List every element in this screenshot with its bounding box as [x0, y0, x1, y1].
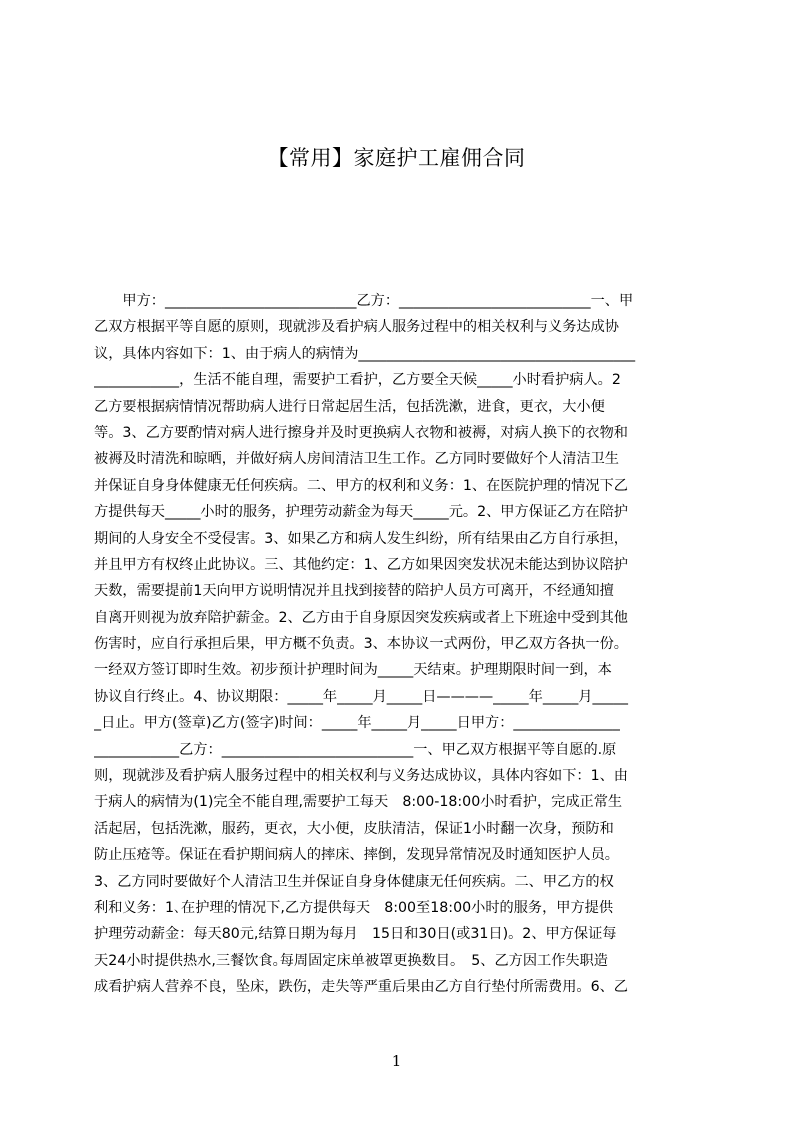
body-line: 并且甲方有权终止此协议。三、其他约定：1、乙方如果因突发状况未能达到协议陪护 — [94, 556, 628, 573]
body-line: 天数，需要提前1天向甲方说明情况并且找到接替的陪护人员方可离开，不经通知擅 — [94, 583, 614, 600]
body-line: _日止。甲方(签章)乙方(签字)时间：_____年_____月_____日甲方：_______________ — [94, 715, 620, 732]
body-line: 议，具体内容如下：1、由于病人的病情为_______________________________________ — [94, 345, 636, 362]
body-line: 防止压疮等。保证在看护期间病人的摔床、摔倒，发现异常情况及时通知医护人员。 — [94, 847, 619, 864]
body-line: 护理劳动薪金：每天80元,结算日期为每月 15日和30日(或31日)。2、甲方保证每 — [94, 926, 617, 943]
body-line: 于病人的病情为(1)完全不能自理,需要护工每天 8:00-18:00小时看护，完成正常生 — [94, 794, 623, 811]
body-line: 天24小时提供热水,三餐饮食｡每周固定床单被罩更换数目。 5、乙方因工作失职造 — [94, 952, 608, 969]
body-line: 3、乙方同时要做好个人清洁卫生并保证自身身体健康无任何疾病。二、甲乙方的权 — [94, 873, 614, 890]
body-line: 一经双方签订即时生效。初步预计护理时间为_____天结束。护理期限时间一到，本 — [94, 662, 612, 679]
body-line: 成看护病人营养不良，坠床，跌伤，走失等严重后果由乙方自行垫付所需费用。6、乙 — [94, 979, 628, 996]
body-line: 乙方要根据病情情况帮助病人进行日常起居生活，包括洗漱，进食，更衣，大小便 — [94, 398, 605, 415]
body-line: ____________，生活不能自理，需要护工看护，乙方要全天候_____小时看护病人。2 — [94, 372, 621, 389]
body-line: 方提供每天_____小时的服务，护理劳动薪金为每天_____元。2、甲方保证乙方在陪护 — [94, 504, 628, 521]
body-line: 乙双方根据平等自愿的原则，现就涉及看护病人服务过程中的相关权利与义务达成协 — [94, 319, 619, 336]
body-line: 并保证自身身体健康无任何疾病。二、甲方的权利和义务：1、在医院护理的情况下乙 — [94, 477, 628, 494]
body-line: 协议自行终止。4、协议期限：_____年_____月_____日————_____年_____月_____ — [94, 688, 628, 705]
body-line: 活起居，包括洗漱，服药，更衣，大小便，皮肤清洁，保证1小时翻一次身，预防和 — [94, 820, 614, 837]
body-line: ____________乙方：___________________________一、甲乙双方根据平等自愿的.原 — [94, 741, 617, 758]
body-line: 期间的人身安全不受侵害。3、如果乙方和病人发生纠纷，所有结果由乙方自行承担， — [94, 530, 628, 547]
document-body — [94, 288, 699, 1028]
page-number: 1 — [391, 1052, 402, 1070]
body-line: 伤害时，应自行承担后果，甲方概不负责。3、本协议一式两份，甲乙双方各执一份。 — [94, 636, 628, 653]
document-title: 【常用】家庭护工雇佣合同 — [267, 146, 526, 170]
body-line: 利和义务：1､在护理的情况下,乙方提供每天 8:00至18:00小时的服务，甲方提供 — [94, 899, 614, 916]
body-line: 被褥及时清洗和晾晒，并做好病人房间清洁卫生工作。乙方同时要做好个人清洁卫生 — [94, 451, 619, 468]
body-line: 等。3、乙方要酌情对病人进行擦身并及时更换病人衣物和被褥，对病人换下的衣物和 — [94, 424, 628, 441]
body-line: 则，现就涉及看护病人服务过程中的相关权利与义务达成协议，具体内容如下：1、由 — [94, 768, 628, 785]
body-line: 自离开则视为放弃陪护薪金。2、乙方由于自身原因突发疾病或者上下班途中受到其他 — [94, 609, 628, 626]
body-line: 甲方：___________________________乙方：___________________________一、甲 — [94, 293, 634, 309]
